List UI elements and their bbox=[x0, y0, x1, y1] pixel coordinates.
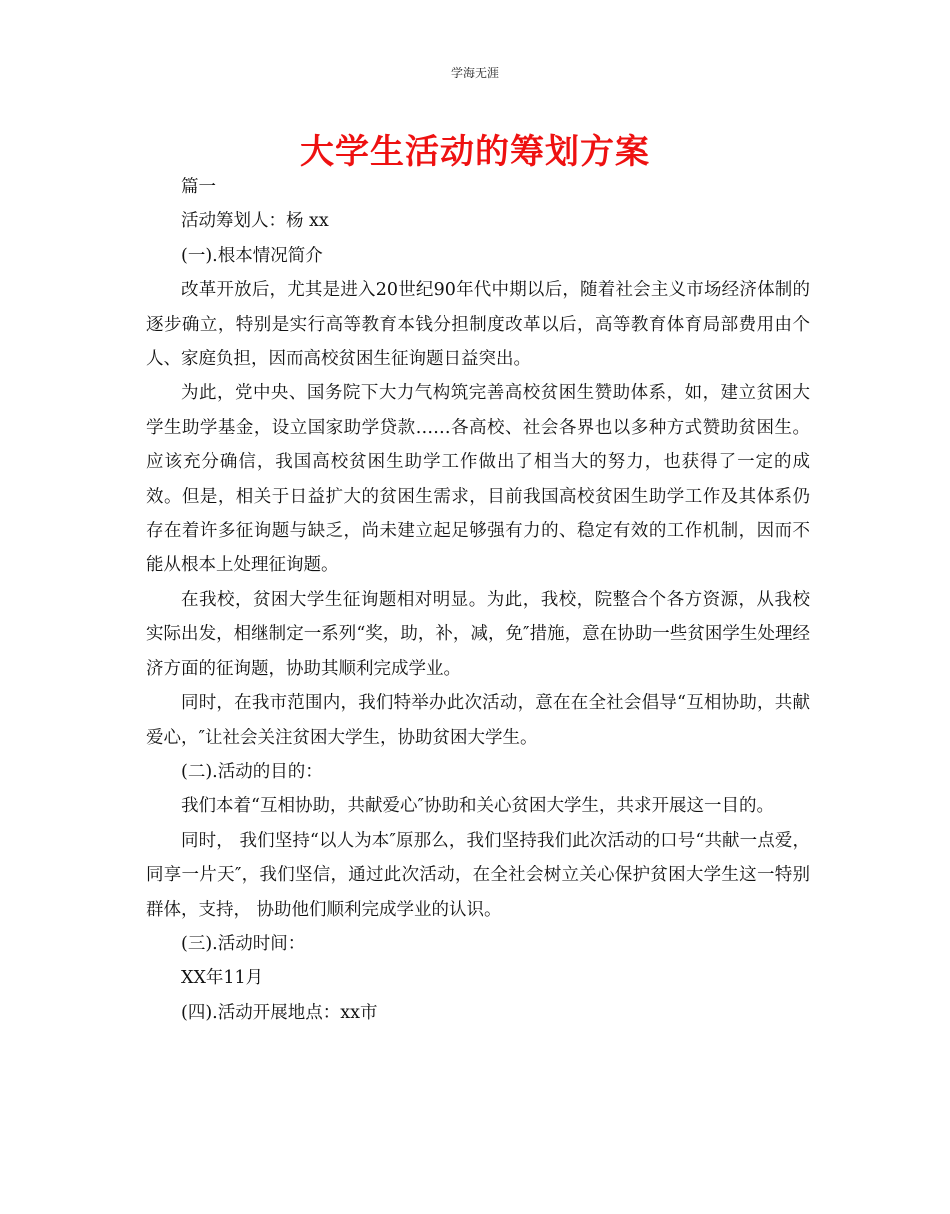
paragraph: 改革开放后，尤其是进入20世纪90年代中期以后，随着社会主义市场经济体制的逐步确立，特别是实行高等教育本钱分担制度改革以后，高等教育体育局部费用由个人、家庭负担，因而高校贫困生征询题日益突出。 bbox=[146, 280, 810, 370]
paragraph: 为此，党中央、国务院下大力气构筑完善高校贫困生赞助体系，如，建立贫困大学生助学基金，设立国家助学贷款……各高校、社会各界也以多种方式赞助贫困生。应该充分确信，我国高校贫困生助学工作做出了相当大的努力，也获得了一定的成效。但是，相关于日益扩大的贫困生需求，目前我国高校贫困生助学工作及其体系仍存在着许多征询题与缺乏，尚未建立起足够强有力的、稳定有效的工作机制，因而不能从根本上处理征询题。 bbox=[146, 383, 810, 576]
document-body bbox=[146, 170, 810, 1030]
heading-time: (三).活动时间： bbox=[181, 933, 306, 954]
time-value: XX年11月 bbox=[181, 968, 264, 989]
heading-basic-info: (一).根本情况简介 bbox=[181, 245, 323, 266]
section-label: 篇一 bbox=[181, 177, 216, 197]
paragraph: 同时， 我们坚持“以人为本″原那么，我们坚持我们此次活动的口号“共献一点爱，同享一片天″，我们坚信，通过此次活动，在全社会树立关心保护贫困大学生这一特别群体，支持， 协助他们顺利完成学业的认识。 bbox=[146, 830, 810, 920]
paragraph: 我们本着“互相协助，共献爱心″协助和关心贫困大学生，共求开展这一目的。 bbox=[181, 796, 774, 817]
planner-line: 活动筹划人：杨 xx bbox=[181, 211, 329, 232]
page-header: 学海无涯 bbox=[450, 66, 499, 80]
document-title: 大学生活动的筹划方案 bbox=[300, 132, 650, 172]
heading-purpose: (二).活动的目的： bbox=[181, 761, 323, 782]
heading-location: (四).活动开展地点：xx市 bbox=[181, 1002, 378, 1023]
paragraph: 在我校，贫困大学生征询题相对明显。为此，我校，院整合个各方资源，从我校实际出发，相继制定一系列“奖，助，补，减，免″措施，意在协助一些贫困学生处理经济方面的征询题，协助其顺利完成学业。 bbox=[146, 589, 810, 679]
paragraph: 同时，在我市范围内，我们特举办此次活动，意在在全社会倡导“互相协助，共献爱心，″让社会关注贫困大学生，协助贫困大学生。 bbox=[146, 693, 810, 748]
